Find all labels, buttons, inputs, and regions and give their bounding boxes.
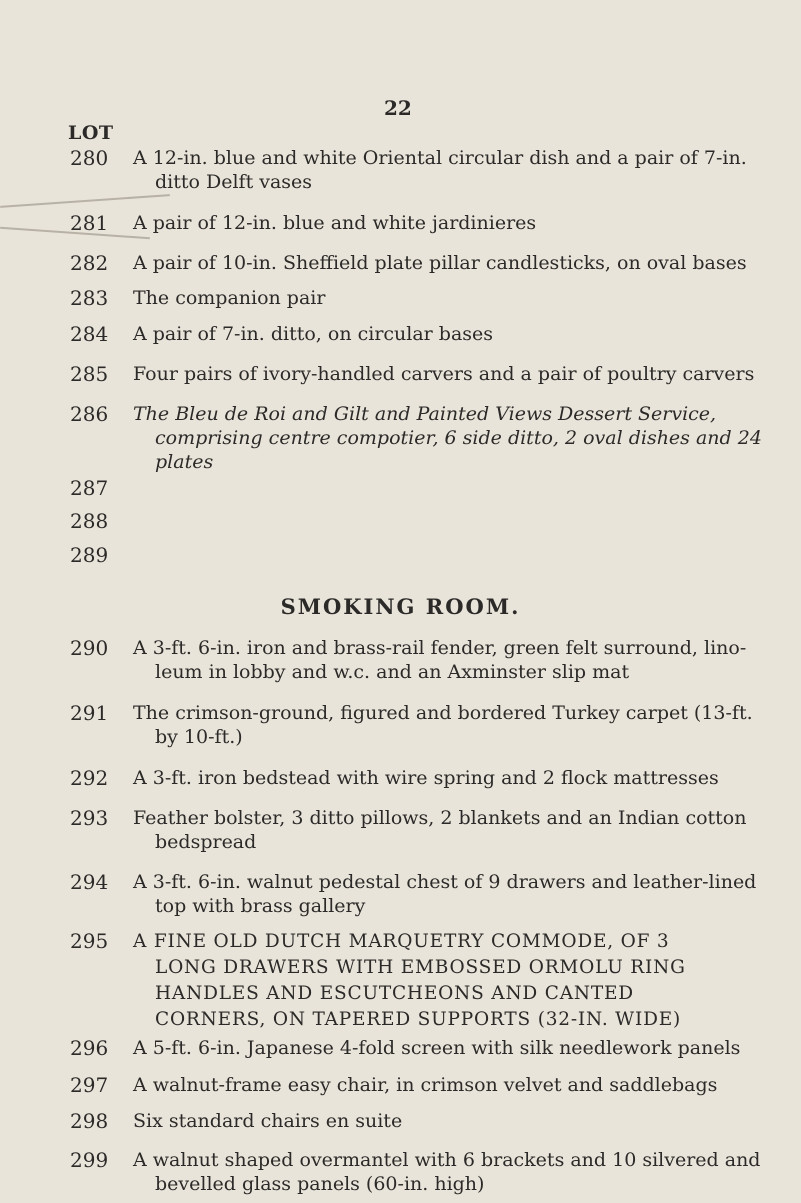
lot-number: 292 — [70, 766, 109, 790]
lot-description: A pair of 10-in. Sheffield plate pillar candlesticks, on oval bases — [133, 252, 747, 274]
lot-number: 285 — [70, 362, 109, 386]
lot-number: 287 — [70, 476, 109, 500]
lot-description: A walnut-frame easy chair, in crimson velvet and saddlebags — [133, 1074, 718, 1096]
lot-description: The Bleu de Roi and Gilt and Painted Views Dessert Service, comprising centre compotier, 6 side ditto, 2 oval dishes and 24 plates — [133, 403, 762, 473]
lot-description: A pair of 12-in. blue and white jardinieres — [133, 212, 537, 234]
lot-description: Feather bolster, 3 ditto pillows, 2 blankets and an Indian cotton bedspread — [133, 807, 747, 853]
lot-description: A 3-ft. 6-in. walnut pedestal chest of 9 drawers and leather-lined top with brass gallery — [133, 871, 757, 917]
lot-column-header: LOT — [68, 122, 114, 144]
lot-description: A 5-ft. 6-in. Japanese 4-fold screen with silk needlework panels — [133, 1037, 741, 1059]
lot-number: 293 — [70, 806, 109, 830]
lot-number: 288 — [70, 509, 109, 533]
lot-number: 298 — [70, 1109, 109, 1133]
lot-description: A FINE OLD DUTCH MARQUETRY COMMODE, OF 3 LONG DRAWERS WITH EMBOSSED ORMOLU RING HANDLES AND ESCUTCHEONS AND CANTED CORNERS, ON TAPERED SUPPORTS (32-IN. WIDE) — [133, 931, 686, 1030]
lot-number: 290 — [70, 636, 109, 660]
lot-number: 280 — [70, 146, 109, 170]
lot-number: 283 — [70, 286, 109, 310]
lot-description: Six standard chairs en suite — [133, 1110, 403, 1132]
lot-number: 281 — [70, 211, 109, 235]
lot-number: 289 — [70, 543, 109, 567]
lot-number: 295 — [70, 929, 109, 953]
lot-number: 299 — [70, 1148, 109, 1172]
lot-description: Four pairs of ivory-handled carvers and a pair of poultry carvers — [133, 363, 755, 385]
lot-description: A 12-in. blue and white Oriental circular dish and a pair of 7-in. ditto Delft vases — [133, 147, 747, 193]
lot-number: 297 — [70, 1073, 109, 1097]
lot-number: 286 — [70, 402, 109, 426]
section-heading: SMOKING ROOM. — [280, 594, 521, 619]
lot-description: A walnut shaped overmantel with 6 brackets and 10 silvered and bevelled glass panels (60-in. high) — [133, 1149, 761, 1195]
lot-number: 294 — [70, 870, 109, 894]
lot-description: A 3-ft. iron bedstead with wire spring and 2 flock mattresses — [133, 767, 719, 789]
lot-number: 284 — [70, 322, 109, 346]
lot-number: 282 — [70, 251, 109, 275]
pencil-mark — [0, 194, 170, 208]
lot-number: 291 — [70, 701, 109, 725]
page-number: 22 — [384, 96, 412, 120]
lot-description: A pair of 7-in. ditto, on circular bases — [133, 323, 494, 345]
lot-description: The crimson-ground, figured and bordered Turkey carpet (13-ft. by 10-ft.) — [133, 702, 753, 748]
lot-description: The companion pair — [133, 287, 326, 309]
lot-number: 296 — [70, 1036, 109, 1060]
lot-description: A 3-ft. 6-in. iron and brass-rail fender, green felt surround, lino- leum in lobby and w.c. and an Axminster slip mat — [133, 637, 747, 683]
